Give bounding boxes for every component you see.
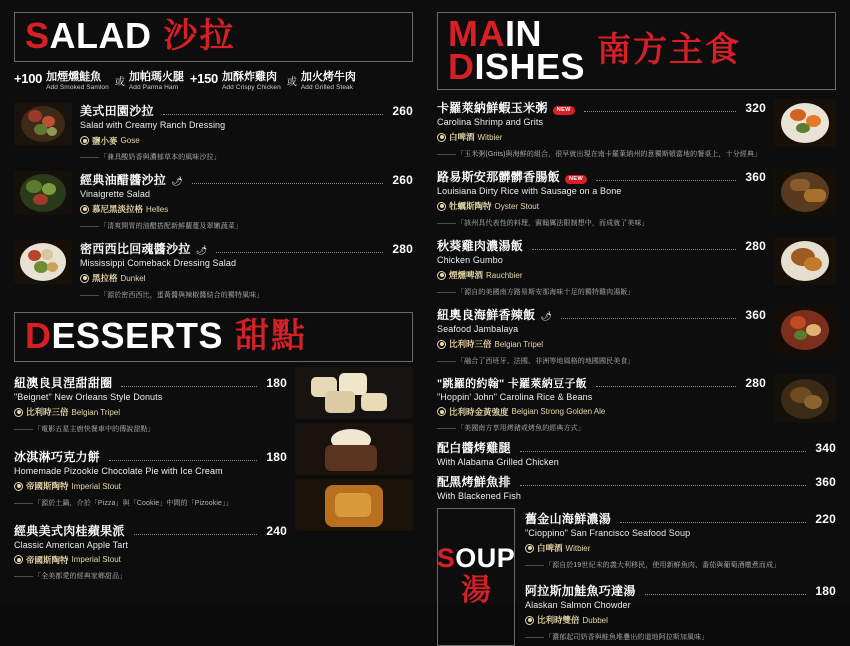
dish-name-en: Alaskan Salmon Chowder xyxy=(525,599,631,610)
leader-dots xyxy=(109,453,257,461)
note-text: 「清爽開胃的油醋搭配新鮮蘿蔓及翠嫩蔬菜」 xyxy=(100,222,242,230)
dish-name-zh: 密西西比回魂醬沙拉 xyxy=(80,241,191,256)
leader-dots xyxy=(121,379,257,387)
dish-name-zh: 紐奧良海鮮香辣飯 xyxy=(437,307,536,322)
dish-photo xyxy=(774,237,836,285)
addon-label-zh: 加酥炸雞肉 xyxy=(221,71,277,84)
new-badge: NEW xyxy=(565,175,587,184)
leader-dots xyxy=(596,173,736,181)
menu-item[interactable] xyxy=(14,166,413,235)
dish-name-en: Classic American Apple Tart xyxy=(14,539,129,550)
beer-name-en: Belgian Tripel xyxy=(71,407,120,417)
beer-glass-icon xyxy=(14,482,23,491)
dish-price: 360 xyxy=(745,307,766,322)
desserts-section-header xyxy=(14,312,413,362)
dish-note xyxy=(525,633,836,642)
dish-name-en: With Blackened Fish xyxy=(437,490,521,501)
dish-price: 280 xyxy=(392,241,413,256)
beer-name-en: Dunkel xyxy=(120,273,146,283)
leader-dots xyxy=(561,311,737,319)
note-text: 「美國南方享用烤豬或烤魚的經典方式」 xyxy=(457,425,585,433)
addon-label-zh: 加煙燻鮭魚 xyxy=(46,71,102,84)
dish-price: 320 xyxy=(745,101,766,116)
beer-pairing xyxy=(437,131,502,143)
dish-name-zh: 經典油醋醬沙拉 xyxy=(80,173,167,188)
dish-name-zh: 冰淇淋巧克力餅 xyxy=(14,449,101,464)
addon-item xyxy=(14,71,109,91)
menu-item[interactable] xyxy=(525,574,836,646)
addon-item xyxy=(115,71,184,91)
addon-label-en: Add Parma Ham xyxy=(128,83,179,91)
main-dishes-items xyxy=(437,94,836,502)
beer-pairing xyxy=(80,135,140,147)
addon-label-en: Add Smoked Samlon xyxy=(46,83,109,91)
main-dishes-title-zh: 南方主食 xyxy=(597,31,742,70)
dish-photo xyxy=(14,171,72,215)
dish-name-en: "Hoppin' John" Carolina Rice & Beans xyxy=(437,391,593,402)
beer-glass-icon xyxy=(437,271,446,280)
desserts-title-initial: D xyxy=(25,314,52,356)
dish-name-zh: 卡羅萊納鮮蝦玉米粥 xyxy=(437,101,548,116)
beer-name-en: Imperial Stout xyxy=(71,481,121,491)
note-text: 「源自的美國南方路易斯安那海味十足的獨特雞肉湯飯」 xyxy=(457,288,635,296)
chili-icon: 🌶 xyxy=(171,176,183,187)
note-dash: ——— xyxy=(437,150,455,158)
menu-item[interactable] xyxy=(437,163,836,232)
dessert-photos xyxy=(295,367,413,586)
menu-item[interactable] xyxy=(525,508,836,574)
beer-pairing xyxy=(14,406,120,418)
note-dash: ——— xyxy=(437,425,455,433)
dish-price: 340 xyxy=(815,441,836,456)
beer-name-zh: 帝國斯陶特 xyxy=(26,481,69,492)
dish-name-en: "Beignet" New Orleans Style Donuts xyxy=(14,392,163,403)
leader-dots xyxy=(163,107,384,115)
note-dash: ——— xyxy=(14,425,32,433)
dish-name-zh: 阿拉斯加鮭魚巧達湯 xyxy=(525,583,636,598)
leader-dots xyxy=(596,379,736,387)
dish-name-en: Mississippi Comeback Dressing Salad xyxy=(80,257,237,268)
beer-glass-icon xyxy=(14,408,23,417)
dish-price: 360 xyxy=(815,474,836,489)
dish-note xyxy=(14,572,287,581)
menu-item[interactable] xyxy=(14,235,413,304)
note-text: 「源自於19世紀末的義大利移民，使用新鮮魚肉、番茄與葡萄酒燉煮而成」 xyxy=(545,561,781,569)
dish-photo xyxy=(14,102,72,146)
dessert-items xyxy=(14,367,287,586)
addon-or: 或 xyxy=(286,77,297,89)
note-dash: ——— xyxy=(437,219,455,227)
dish-name-en: Carolina Shrimp and Grits xyxy=(437,117,544,128)
soup-section-header xyxy=(437,508,515,646)
beer-glass-icon xyxy=(80,136,89,145)
note-dash: ——— xyxy=(80,222,98,230)
dish-price: 280 xyxy=(745,238,766,253)
leader-dots xyxy=(532,242,736,250)
dish-name-zh: 路易斯安那髒髒香腸飯 xyxy=(437,170,561,185)
soup-items xyxy=(525,508,836,646)
beer-name-en: Helles xyxy=(146,204,169,214)
note-text: 「玉米粥(Grits)與海鮮的組合，很早就出現在南卡羅萊納州的意獨斯頓當地的餐桌上，十分經典」 xyxy=(457,150,762,158)
dish-photo xyxy=(774,99,836,147)
dish-name-zh: 美式田園沙拉 xyxy=(80,104,154,119)
dish-name-zh: 秋葵雞肉濃湯飯 xyxy=(437,238,524,253)
dish-note xyxy=(437,424,766,433)
beer-pairing xyxy=(80,272,145,284)
beer-name-zh: 煙燻啤酒 xyxy=(449,270,484,281)
beer-name-zh: 鹽小麥 xyxy=(92,135,118,146)
beer-glass-icon xyxy=(80,274,89,283)
addon-price: +150 xyxy=(189,71,218,87)
dish-note xyxy=(437,288,766,297)
salad-title-initial: S xyxy=(25,15,50,56)
beer-glass-icon xyxy=(437,340,446,349)
beer-name-zh: 比利時金黃強度 xyxy=(449,406,509,417)
beer-name-zh: 慕尼黑淡拉格 xyxy=(92,204,144,215)
dish-name-en: Chicken Gumbo xyxy=(437,254,503,265)
beer-glass-icon xyxy=(437,202,446,211)
leader-dots xyxy=(520,478,807,486)
beer-glass-icon xyxy=(80,205,89,214)
beer-pairing xyxy=(14,554,121,566)
dish-photo xyxy=(774,306,836,354)
beer-glass-icon xyxy=(525,544,534,553)
desserts-title-en xyxy=(25,314,224,356)
note-dash: ——— xyxy=(14,573,32,581)
note-text: 「源於土鍋，介於「Pizza」與「Cookie」中間的「Pizookie」」 xyxy=(34,499,233,507)
dish-price: 220 xyxy=(815,511,836,526)
addon-label-en: Add Grilled Steak xyxy=(300,83,354,91)
beer-name-zh: 白啤酒 xyxy=(449,132,475,143)
beer-name-zh: 比利時三倍 xyxy=(449,339,492,349)
main-title-line2-rest: ISHES xyxy=(474,46,586,88)
addon-label-en: Add Crispy Chicken xyxy=(221,83,281,91)
dish-name-en: Louisiana Dirty Rice with Sausage on a Bone xyxy=(437,186,622,197)
menu-item[interactable] xyxy=(437,469,836,502)
beer-glass-icon xyxy=(525,616,534,625)
beer-name-en: Witbier xyxy=(565,543,591,553)
menu-item[interactable] xyxy=(437,437,836,468)
salad-section-header xyxy=(14,12,413,62)
dish-note xyxy=(437,150,766,159)
dish-price: 260 xyxy=(392,104,413,119)
leader-dots xyxy=(216,245,383,253)
salad-title-rest: ALAD xyxy=(49,15,152,56)
dish-name-zh: "跳羅的約翰" 卡羅萊納豆子飯 xyxy=(437,377,587,390)
beer-glass-icon xyxy=(14,555,23,564)
addon-or: 或 xyxy=(114,77,125,89)
dish-name-en: With Alabama Grilled Chicken xyxy=(437,457,559,468)
menu-item[interactable] xyxy=(437,370,836,438)
dish-name-en: Seafood Jambalaya xyxy=(437,323,519,334)
right-column xyxy=(425,0,850,641)
beer-glass-icon xyxy=(437,407,446,416)
salad-title-zh: 沙拉 xyxy=(163,17,236,56)
beer-name-zh: 黑拉格 xyxy=(92,273,118,284)
note-text: 「兼具酸奶香與濃郁草本的風味沙拉」 xyxy=(100,154,221,162)
beer-pairing xyxy=(525,614,608,626)
dish-name-en: "Cioppino" San Francisco Seafood Soup xyxy=(525,527,691,538)
dish-photo xyxy=(774,375,836,423)
salad-title-en xyxy=(25,15,152,56)
beer-name-zh: 白啤酒 xyxy=(537,543,563,554)
beer-pairing xyxy=(80,203,168,215)
salad-items xyxy=(14,97,413,304)
dish-name-zh: 紐澳良貝涅甜甜圈 xyxy=(14,376,113,391)
menu-item[interactable] xyxy=(437,301,836,370)
dish-name-zh: 經典美式肉桂蘋果派 xyxy=(14,523,125,538)
desserts-title-zh: 甜點 xyxy=(235,316,308,355)
note-dash: ——— xyxy=(14,499,32,507)
dish-name-en: Vinaigrette Salad xyxy=(80,189,151,200)
beer-pairing xyxy=(437,406,605,418)
beer-pairing xyxy=(437,200,539,212)
dessert-photo-apple-tart xyxy=(295,479,413,531)
menu-item[interactable] xyxy=(14,97,413,166)
chili-icon: 🌶 xyxy=(540,310,552,321)
dish-name-zh: 配白醬烤雞腿 xyxy=(437,441,511,456)
dish-price: 180 xyxy=(266,449,287,464)
dish-note xyxy=(80,153,413,162)
beer-pairing xyxy=(525,542,590,554)
main-title-line1-initial: MA xyxy=(448,13,505,54)
dish-note xyxy=(14,425,287,434)
beer-name-zh: 帝國斯陶特 xyxy=(26,554,69,565)
note-dash: ——— xyxy=(80,154,98,162)
dish-price: 360 xyxy=(745,170,766,185)
dish-price: 180 xyxy=(266,376,287,391)
chili-icon: 🌶 xyxy=(195,244,208,255)
menu-item[interactable] xyxy=(437,232,836,301)
main-dishes-title-en xyxy=(448,13,586,88)
note-dash: ——— xyxy=(525,561,543,569)
note-dash: ——— xyxy=(437,357,455,365)
soup-title-en xyxy=(437,545,516,572)
addon-label-zh: 加火烤牛肉 xyxy=(300,71,356,84)
leader-dots xyxy=(645,587,807,595)
leader-dots xyxy=(584,104,737,112)
note-dash: ——— xyxy=(525,633,543,641)
dish-price: 280 xyxy=(745,375,766,390)
addon-item xyxy=(287,71,356,91)
main-title-line1-rest: IN xyxy=(505,13,542,54)
beer-glass-icon xyxy=(437,133,446,142)
leader-dots xyxy=(520,444,807,452)
beer-name-en: Belgian Tripel xyxy=(494,339,543,349)
note-text: 「濃郁起司奶香與鮭魚堆疊出的道地阿拉斯加風味」 xyxy=(545,633,709,641)
dish-name-zh: 舊金山海鮮濃湯 xyxy=(525,511,612,526)
beer-name-en: Rauchbier xyxy=(486,270,523,280)
beer-pairing xyxy=(437,269,522,281)
salad-addons xyxy=(14,71,413,91)
new-badge: NEW xyxy=(553,106,575,115)
left-column xyxy=(0,0,425,605)
note-text: 「融合了西班牙、法國、非洲等地風格的地國國民美食」 xyxy=(457,357,635,365)
addon-label-zh: 加帕瑪火腿 xyxy=(128,71,184,84)
dish-note xyxy=(437,219,766,228)
note-text: 「電影五星主廚快餐車中的傳說甜點」 xyxy=(34,425,155,433)
beer-name-en: Dubbel xyxy=(582,615,608,625)
note-text: 「源於密西西比，蛋黃醬與辣椒醬結合的獨特風味」 xyxy=(100,291,264,299)
beer-name-en: Imperial Stout xyxy=(71,555,121,565)
soup-title-zh: 湯 xyxy=(461,574,491,608)
dish-note xyxy=(14,499,287,508)
beer-pairing xyxy=(437,338,543,350)
beer-name-zh: 比利時三倍 xyxy=(26,407,69,418)
menu-item[interactable] xyxy=(437,94,836,163)
desserts-title-rest: ESSERTS xyxy=(51,314,224,356)
dish-note xyxy=(80,291,413,300)
beer-pairing xyxy=(14,480,121,492)
dish-note xyxy=(80,222,413,231)
dish-name-en: Salad with Creamy Ranch Dressing xyxy=(80,120,226,131)
dish-photo xyxy=(774,168,836,216)
menu-item[interactable] xyxy=(14,438,287,512)
menu-item[interactable] xyxy=(14,367,287,438)
main-title-line2-initial: D xyxy=(448,46,475,88)
menu-item[interactable] xyxy=(14,512,287,586)
beer-name-en: Witbier xyxy=(477,132,503,142)
leader-dots xyxy=(134,527,258,535)
dish-photo xyxy=(14,240,72,284)
main-dishes-section-header xyxy=(437,12,836,90)
beer-name-en: Gose xyxy=(120,136,140,146)
addon-price: +100 xyxy=(14,71,43,87)
dish-price: 260 xyxy=(392,173,413,188)
beer-name-en: Oyster Stout xyxy=(494,201,539,211)
dish-note xyxy=(525,561,836,570)
note-dash: ——— xyxy=(437,288,455,296)
addon-item xyxy=(190,71,281,91)
beer-name-zh: 比利時雙倍 xyxy=(537,615,580,626)
soup-title-initial: S xyxy=(436,543,456,574)
dish-name-en: Homemade Pizookie Chocolate Pie with Ice Cream xyxy=(14,465,223,476)
dish-name-zh: 配黑烤鮮魚排 xyxy=(437,474,511,489)
soup-section xyxy=(437,508,836,646)
dessert-photo-pizookie xyxy=(295,423,413,475)
dish-price: 240 xyxy=(266,523,287,538)
dessert-photo-beignet xyxy=(295,367,413,419)
note-text: 「該州具代表性的料理，賓翰厲法限制想中，而成就了美味」 xyxy=(457,219,649,227)
leader-dots xyxy=(620,515,806,523)
beer-name-en: Belgian Strong Golden Ale xyxy=(511,407,606,417)
note-text: 「全美都愛的經典家鄉甜品」 xyxy=(34,573,127,581)
leader-dots xyxy=(192,176,384,184)
note-dash: ——— xyxy=(80,291,98,299)
desserts-body xyxy=(14,367,413,586)
dish-price: 180 xyxy=(815,583,836,598)
soup-title-rest: OUP xyxy=(455,543,516,574)
dish-note xyxy=(437,357,766,366)
beer-name-zh: 牡蠣斯陶特 xyxy=(449,201,492,212)
